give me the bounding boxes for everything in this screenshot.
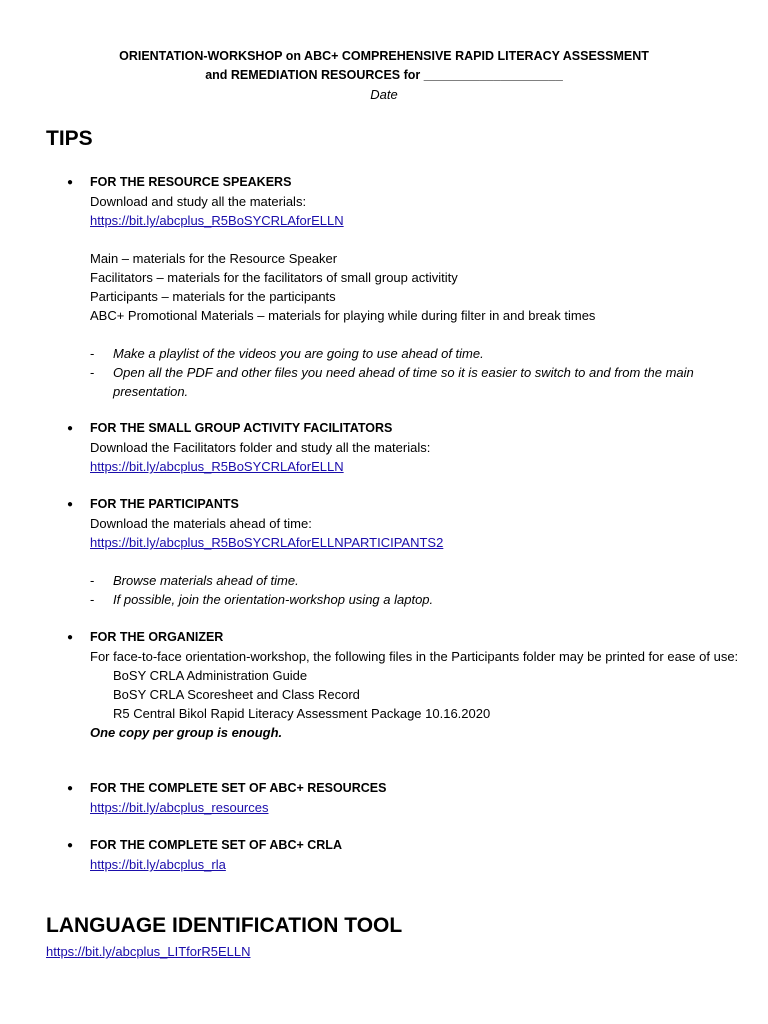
list-item: Participants – materials for the participants [90,289,336,304]
bullet-icon: ● [67,177,74,188]
organizer-note: One copy per group is enough. [90,725,283,740]
lit-link[interactable]: https://bit.ly/abcplus_LITforR5ELLN [46,944,251,959]
section-complete-crla [90,836,740,874]
file-item: BoSY CRLA Administration Guide [113,668,308,683]
document-title-line-1: ORIENTATION-WORKSHOP on ABC+ COMPREHENSIVE RAPID LITERACY ASSESSMENT [119,49,649,63]
file-item: BoSY CRLA Scoresheet and Class Record [113,687,360,702]
section-organizer [90,628,740,742]
crla-link[interactable]: https://bit.ly/abcplus_rla [90,857,226,872]
bullet-icon: ● [67,632,74,643]
section-intro: Download the materials ahead of time: [90,516,312,531]
bullet-icon: ● [67,423,74,434]
section-title: FOR THE COMPLETE SET OF ABC+ RESOURCES [90,781,387,795]
section-intro: For face-to-face orientation-workshop, the following files in the Participants folder may be printed for ease of use: [90,649,739,664]
resources-link[interactable]: https://bit.ly/abcplus_resources [90,800,269,815]
document-title-line-2: and REMEDIATION RESOURCES for ____________________ [205,68,563,82]
participants-materials-link[interactable]: https://bit.ly/abcplus_R5BoSYCRLAforELLNPARTICIPANTS2 [90,535,444,550]
section-participants [90,495,740,609]
facilitators-materials-link[interactable]: https://bit.ly/abcplus_R5BoSYCRLAforELLN [90,459,344,474]
section-complete-resources [90,779,740,817]
section-title: FOR THE SMALL GROUP ACTIVITY FACILITATORS [90,421,393,435]
bullet-icon: ● [67,783,74,794]
section-title: FOR THE COMPLETE SET OF ABC+ CRLA [90,838,342,852]
tip-note: - If possible, join the orientation-workshop using a laptop. [90,590,740,609]
tips-heading: TIPS [46,127,93,150]
section-title: FOR THE PARTICIPANTS [90,497,239,511]
lit-link-row [46,944,251,959]
date-label: Date [370,87,398,102]
tip-note: - Open all the PDF and other files you need ahead of time so it is easier to switch to and from the main presentation. [90,363,740,401]
speakers-materials-link[interactable]: https://bit.ly/abcplus_R5BoSYCRLAforELLN [90,213,344,228]
list-item: ABC+ Promotional Materials – materials for playing while during filter in and break times [90,308,596,323]
section-intro: Download the Facilitators folder and study all the materials: [90,440,431,455]
bullet-icon: ● [67,499,74,510]
list-item: Facilitators – materials for the facilitators of small group activitity [90,270,458,285]
lit-heading: LANGUAGE IDENTIFICATION TOOL [46,914,403,937]
bullet-icon: ● [67,840,74,851]
section-title: FOR THE RESOURCE SPEAKERS [90,175,292,189]
section-intro: Download and study all the materials: [90,194,307,209]
file-item: R5 Central Bikol Rapid Literacy Assessment Package 10.16.2020 [113,706,491,721]
tip-note: - Browse materials ahead of time. [90,571,740,590]
section-resource-speakers [90,173,740,401]
tip-note: - Make a playlist of the videos you are going to use ahead of time. [90,344,740,363]
list-item: Main – materials for the Resource Speaker [90,251,338,266]
section-title: FOR THE ORGANIZER [90,630,224,644]
section-facilitators [90,419,740,476]
